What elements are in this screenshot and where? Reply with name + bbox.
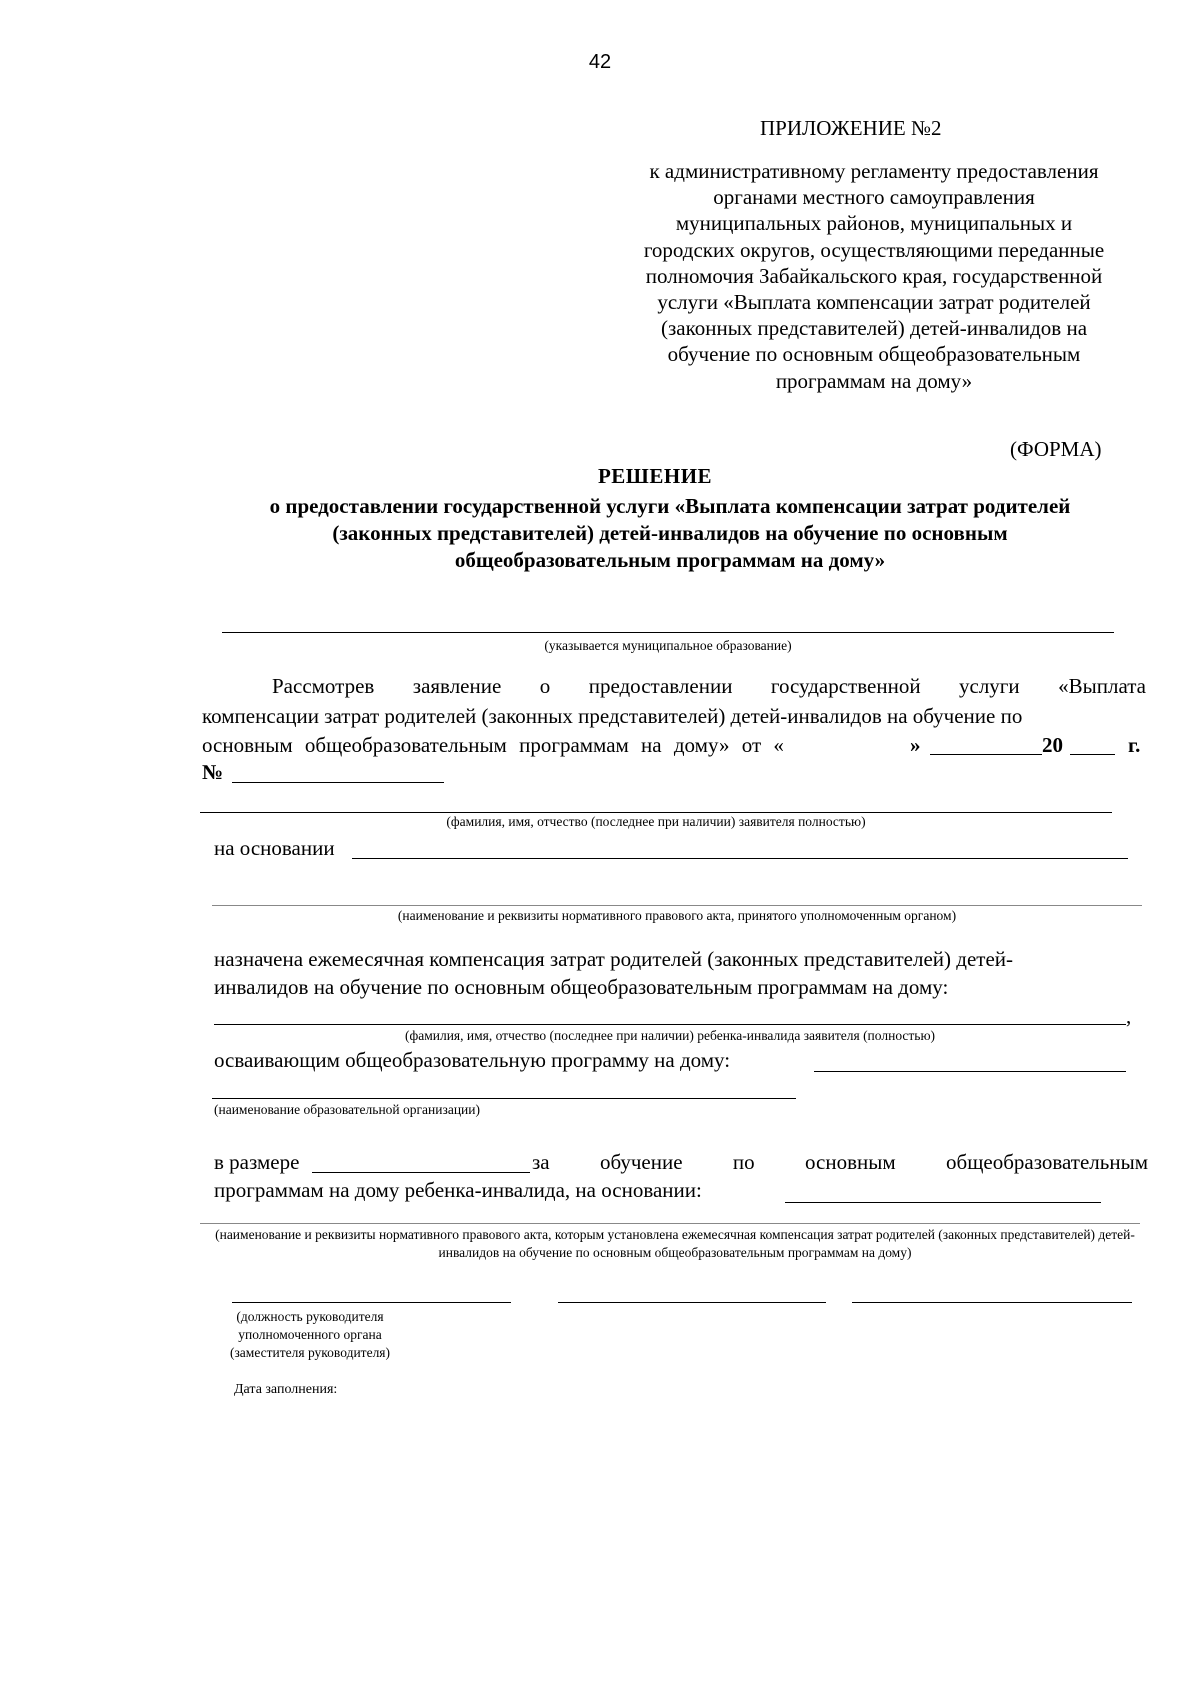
assigned-line-2: инвалидов на обучение по основным общеобразовательным программам на дому: [214, 975, 949, 999]
municipality-field-line[interactable] [222, 632, 1114, 633]
on-basis-label: на основании [214, 836, 335, 860]
year-suffix: г. [1128, 733, 1141, 757]
decision-subtitle [200, 493, 1140, 574]
decision-title: РЕШЕНИЕ [597, 464, 713, 488]
considered-line-3-text: основным общеобразовательным программам на дому» от « [202, 733, 784, 757]
appendix-line: полномочия Забайкальского края, государственной [645, 263, 1103, 288]
compensation-act-caption: (наименование и реквизиты нормативного правового акта, которым установлена ежемесячная компенсация затрат родителей (законных представителей) детей-инвалидов на обучение по основным общеобразовательным программам на дому) [215, 1227, 1135, 1260]
child-name-caption: (фамилия, имя, отчество (последнее при наличии) ребенка-инвалида заявителя (полностью) [404, 1028, 936, 1043]
legal-act-field[interactable] [212, 905, 1142, 906]
name-signature-line[interactable] [852, 1302, 1132, 1303]
appendix-line: городских округов, осуществляющими переданные [643, 237, 1105, 262]
considered-line-3 [202, 733, 784, 758]
appendix-description [594, 158, 1154, 394]
organization-caption: (наименование образовательной организации) [214, 1102, 480, 1117]
appendix-line: органами местного самоуправления [713, 185, 1035, 210]
year-field[interactable] [1070, 754, 1115, 755]
position-caption [200, 1308, 420, 1362]
position-caption-line: (заместителя руководителя) [229, 1345, 391, 1360]
appendix-line: к административному регламенту предоставления [649, 159, 1099, 183]
appendix-line: (законных представителей) детей-инвалидов на [660, 316, 1088, 341]
appendix-line: программам на дому» [775, 368, 973, 393]
appendix-line: муниципальных районов, муниципальных и [675, 211, 1073, 236]
fill-date-label: Дата заполнения: [234, 1382, 338, 1397]
subtitle-line: (законных представителей) детей-инвалидов на обучение по основным [332, 521, 1008, 545]
appendix-line: услуги «Выплата компенсации затрат родителей [657, 290, 1091, 315]
year-prefix: 20 [1042, 733, 1063, 757]
position-caption-line: (должность руководителя [236, 1309, 384, 1324]
mastering-label: осваивающим общеобразовательную программу на дому: [214, 1048, 731, 1072]
municipality-caption: (указывается муниципальное образование) [544, 638, 792, 653]
number-sign: № [202, 760, 224, 784]
considered-line-2: компенсации затрат родителей (законных представителей) детей-инвалидов на обучение по [202, 704, 1023, 728]
applicant-name-caption: (фамилия, имя, отчество (последнее при наличии) заявителя полностью) [446, 814, 866, 829]
page-number: 42 [588, 51, 612, 73]
considered-line-1: Рассмотрев заявление о предоставлении государственной услуги «Выплата [272, 674, 1146, 698]
applicant-name-field[interactable] [200, 812, 1112, 813]
on-basis-field[interactable] [352, 858, 1128, 859]
subtitle-line: о предоставлении государственной услуги «Выплата компенсации затрат родителей [269, 494, 1071, 518]
amount-rest: за обучение по основным общеобразовательным [532, 1150, 1148, 1174]
form-label: (ФОРМА) [1010, 437, 1102, 461]
amount-line-2: программам на дому ребенка-инвалида, на основании: [214, 1178, 702, 1202]
amount-field[interactable] [312, 1172, 530, 1173]
legal-act-caption: (наименование и реквизиты нормативного правового акта, принятого уполномоченным органом) [397, 908, 957, 923]
organization-field[interactable] [212, 1098, 796, 1099]
subtitle-line: общеобразовательным программам на дому» [454, 548, 886, 572]
mastering-field[interactable] [814, 1071, 1126, 1072]
compensation-act-field[interactable] [200, 1223, 1140, 1224]
date-month-field[interactable] [930, 754, 1042, 755]
signature-line[interactable] [558, 1302, 826, 1303]
amount-prefix: в размере [214, 1150, 300, 1174]
appendix-line: обучение по основным общеобразовательным [667, 342, 1081, 367]
position-signature-line[interactable] [232, 1302, 511, 1303]
date-close-quote: » [910, 733, 921, 757]
amount-basis-field[interactable] [785, 1202, 1101, 1203]
assigned-line-1: назначена ежемесячная компенсация затрат родителей (законных представителей) детей- [214, 947, 1013, 971]
child-name-comma: , [1126, 1004, 1132, 1028]
application-number-field[interactable] [232, 782, 444, 783]
appendix-title: ПРИЛОЖЕНИЕ №2 [760, 116, 942, 140]
position-caption-line: уполномоченного органа [238, 1327, 382, 1342]
child-name-field[interactable] [214, 1024, 1126, 1025]
